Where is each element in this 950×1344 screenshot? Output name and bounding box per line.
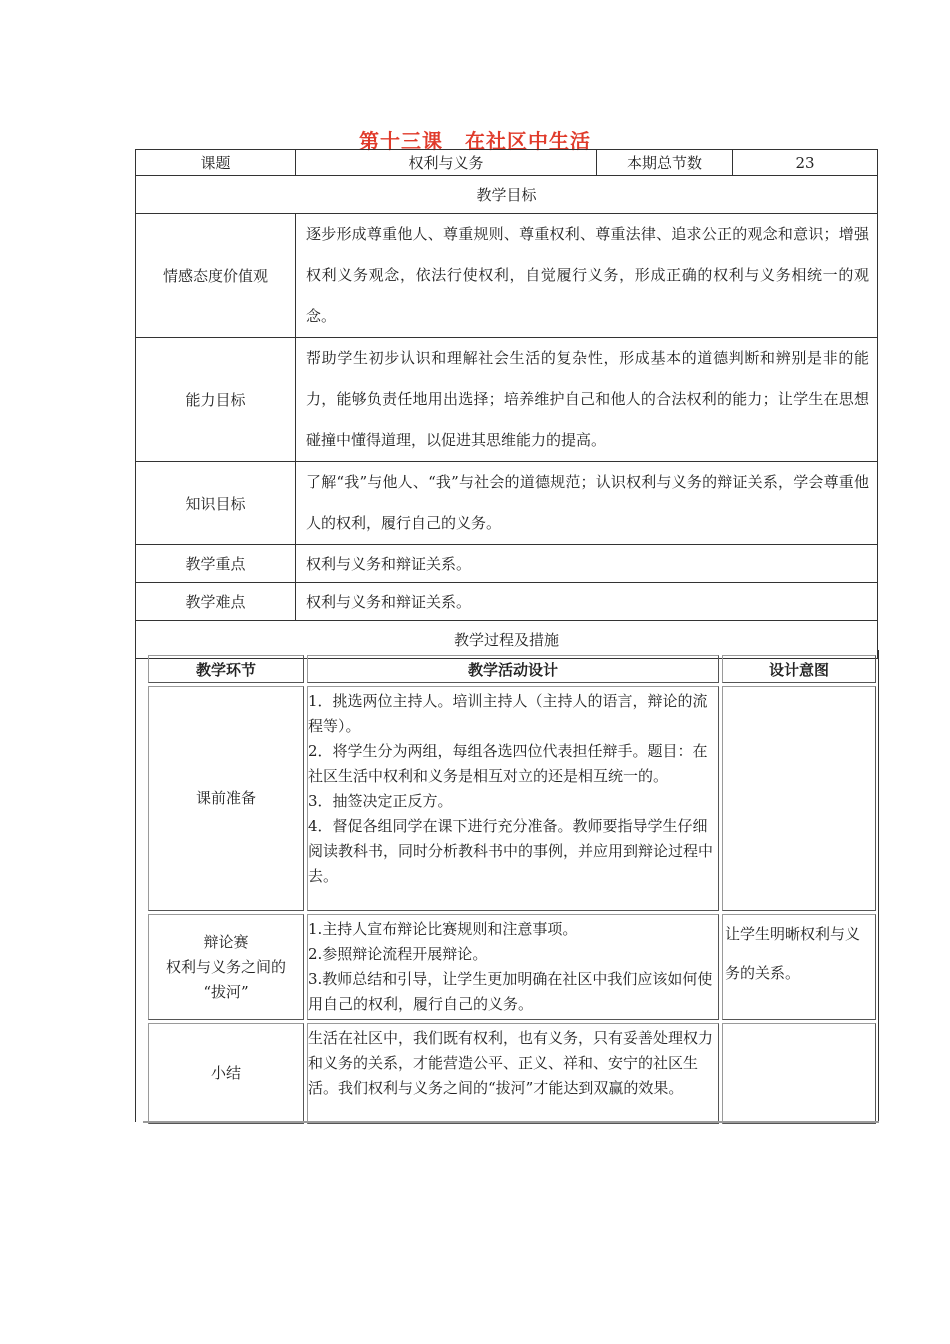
header-row xyxy=(136,150,878,176)
total-lessons-value: 23 xyxy=(733,150,878,176)
objective-row xyxy=(136,214,878,338)
stage-cell: 小结 xyxy=(148,1023,304,1124)
process-table xyxy=(145,652,879,1127)
lesson-name: 在社区中生活 xyxy=(465,129,591,153)
objective-row xyxy=(136,545,878,583)
objectives-table xyxy=(135,149,878,659)
activity-item: 1.主持人宣布辩论比赛规则和注意事项。 xyxy=(308,920,578,938)
objective-text: 权利与义务和辩证关系。 xyxy=(296,583,878,621)
process-row xyxy=(148,1023,876,1124)
process-container xyxy=(135,650,879,1122)
activity-item: 生活在社区中，我们既有权利，也有义务，只有妥善处理权力和义务的关系，才能营造公平、正义、祥和、安宁的社区生活。我们权利与义务之间的“拔河”才能达到双赢的效果。 xyxy=(308,1029,714,1097)
column-header: 教学环节 xyxy=(148,655,304,683)
activity-cell xyxy=(307,1023,719,1124)
objective-label: 教学难点 xyxy=(136,583,296,621)
activity-item: 3．抽签决定正反方。 xyxy=(308,792,453,810)
stage-line: “拔河” xyxy=(203,982,249,1001)
objective-row xyxy=(136,583,878,621)
activity-item: 1．挑选两位主持人。培训主持人（主持人的语言，辩论的流程等）。 xyxy=(308,692,708,735)
activity-item: 2．将学生分为两组，每组各选四位代表担任辩手。题目：在社区生活中权利和义务是相互对立的还是相互统一的。 xyxy=(308,742,708,785)
activity-item: 2.参照辩论流程开展辩论。 xyxy=(308,945,488,963)
total-lessons-label: 本期总节数 xyxy=(597,150,733,176)
objective-label: 教学重点 xyxy=(136,545,296,583)
intent-cell xyxy=(722,686,876,911)
topic-label: 课题 xyxy=(136,150,296,176)
topic-value: 权利与义务 xyxy=(296,150,597,176)
objective-label: 情感态度价值观 xyxy=(136,214,296,338)
column-header: 设计意图 xyxy=(722,655,876,683)
objectives-heading: 教学目标 xyxy=(136,176,878,214)
objective-row xyxy=(136,462,878,545)
stage-line: 权利与义务之间的 xyxy=(165,957,286,976)
stage-cell xyxy=(148,914,304,1020)
process-row xyxy=(148,686,876,911)
objective-text: 帮助学生初步认识和理解社会生活的复杂性，形成基本的道德判断和辨别是非的能力，能够负责任地用出选择；培养维护自己和他人的合法权利的能力；让学生在思想碰撞中懂得道理，以促进其思维能力的提高。 xyxy=(296,338,878,462)
activity-cell xyxy=(307,914,719,1020)
process-header-row xyxy=(148,655,876,683)
objective-text: 权利与义务和辩证关系。 xyxy=(296,545,878,583)
stage-cell: 课前准备 xyxy=(148,686,304,911)
objective-label: 知识目标 xyxy=(136,462,296,545)
objective-text: 了解“我”与他人、“我”与社会的道德规范；认识权利与义务的辩证关系，学会尊重他人的权利，履行自己的义务。 xyxy=(296,462,878,545)
objective-text: 逐步形成尊重他人、尊重规则、尊重权利、尊重法律、追求公正的观念和意识；增强权利义务观念，依法行使权利，自觉履行义务，形成正确的权利与义务相统一的观念。 xyxy=(296,214,878,338)
table-shadow xyxy=(143,1121,879,1123)
lesson-number: 第十三课 xyxy=(359,129,443,153)
intent-cell: 让学生明晰权利与义务的关系。 xyxy=(722,914,876,1020)
activity-item: 3.教师总结和引导，让学生更加明确在社区中我们应该如何使用自己的权利，履行自己的义务。 xyxy=(308,970,713,1013)
objective-label: 能力目标 xyxy=(136,338,296,462)
objective-row xyxy=(136,338,878,462)
intent-cell xyxy=(722,1023,876,1124)
activity-cell xyxy=(307,686,719,911)
process-row xyxy=(148,914,876,1020)
column-header: 教学活动设计 xyxy=(307,655,719,683)
process-heading: 教学过程及措施 xyxy=(136,621,878,659)
stage-line: 辩论赛 xyxy=(203,932,249,951)
activity-item: 4．督促各组同学在课下进行充分准备。教师要指导学生仔细阅读教科书，同时分析教科书中的事例，并应用到辩论过程中去。 xyxy=(308,817,714,885)
